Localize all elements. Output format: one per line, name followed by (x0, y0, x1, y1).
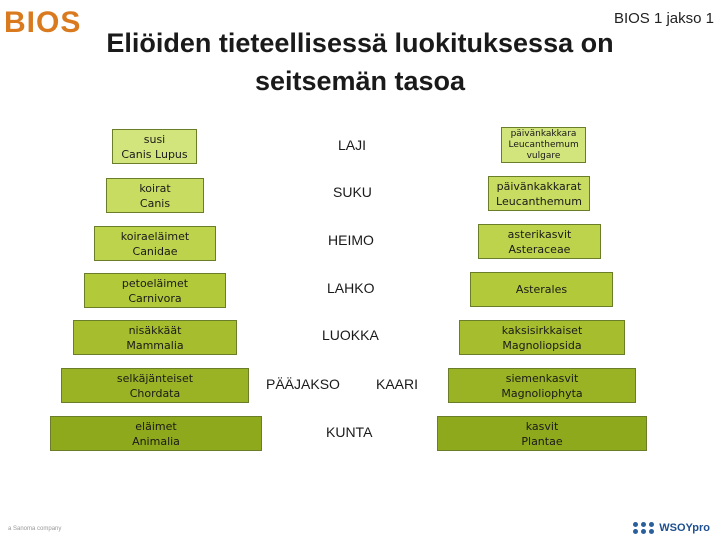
right-box-name: kasvit (525, 419, 559, 433)
footer-brand (633, 522, 710, 534)
left-box-latin: Animalia (132, 434, 180, 448)
brand-dots-icon (633, 522, 655, 534)
right-box-latin: Leucanthemum vulgare (508, 139, 579, 161)
left-box-name: koirat (139, 181, 171, 195)
left-box-6 (61, 368, 249, 403)
right-box-6 (448, 368, 636, 403)
left-box-latin: Canis (139, 196, 171, 210)
left-box-latin: Mammalia (126, 338, 184, 352)
left-box-name: eläimet (135, 419, 177, 433)
right-box-1 (501, 127, 586, 163)
level-paajakso: PÄÄJAKSO (266, 376, 340, 392)
right-box-7 (437, 416, 647, 451)
left-box-latin: Canis Lupus (121, 147, 188, 161)
right-box-latin: Leucanthemum (496, 194, 582, 208)
level-luokka: LUOKKA (322, 327, 379, 343)
left-box-3 (94, 226, 216, 261)
left-box-latin: Canidae (132, 244, 178, 258)
right-box-name: siemenkasvit (505, 371, 579, 385)
left-box-name: koiraeläimet (120, 229, 190, 243)
left-box-4 (84, 273, 226, 308)
left-box-1 (112, 129, 197, 164)
level-laji: LAJI (338, 137, 367, 153)
left-box-name: petoeläimet (121, 276, 189, 290)
right-box-latin: Asteraceae (508, 242, 571, 256)
right-box-latin: Asterales (515, 283, 568, 296)
right-box-3 (478, 224, 601, 259)
right-box-name: päivänkakkarat (496, 179, 582, 193)
left-box-name: nisäkkäät (128, 323, 182, 337)
right-box-latin: Magnoliopsida (502, 338, 582, 352)
left-box-7 (50, 416, 262, 451)
left-box-latin: Chordata (129, 386, 181, 400)
right-box-4 (470, 272, 613, 307)
left-box-name: selkäjänteiset (116, 371, 194, 385)
right-box-5 (459, 320, 625, 355)
footer-company: a Sanoma company (8, 526, 62, 532)
left-box-name: susi (143, 132, 166, 146)
left-box-2 (106, 178, 204, 213)
page-title (100, 24, 620, 100)
right-box-name: päivänkakkara (510, 128, 577, 139)
title-line-1: Eliöiden tieteellisessä luokituksessa on (106, 28, 614, 58)
right-box-latin: Magnoliophyta (501, 386, 583, 400)
level-lahko: LAHKO (327, 280, 375, 296)
left-box-5 (73, 320, 237, 355)
bios-logo: BIOS (4, 6, 82, 39)
right-box-2 (488, 176, 590, 211)
level-suku: SUKU (333, 184, 372, 200)
level-kaari: KAARI (376, 376, 419, 392)
course-label: BIOS 1 jakso 1 (613, 10, 714, 27)
level-kunta: KUNTA (326, 424, 373, 440)
right-box-name: kaksisirkkaiset (501, 323, 583, 337)
level-heimo: HEIMO (328, 232, 374, 248)
left-box-latin: Carnivora (128, 291, 182, 305)
brand-name: WSOYpro (659, 522, 710, 534)
right-box-name: asterikasvit (507, 227, 572, 241)
title-line-2: seitsemän tasoa (254, 66, 466, 96)
right-box-latin: Plantae (521, 434, 563, 448)
